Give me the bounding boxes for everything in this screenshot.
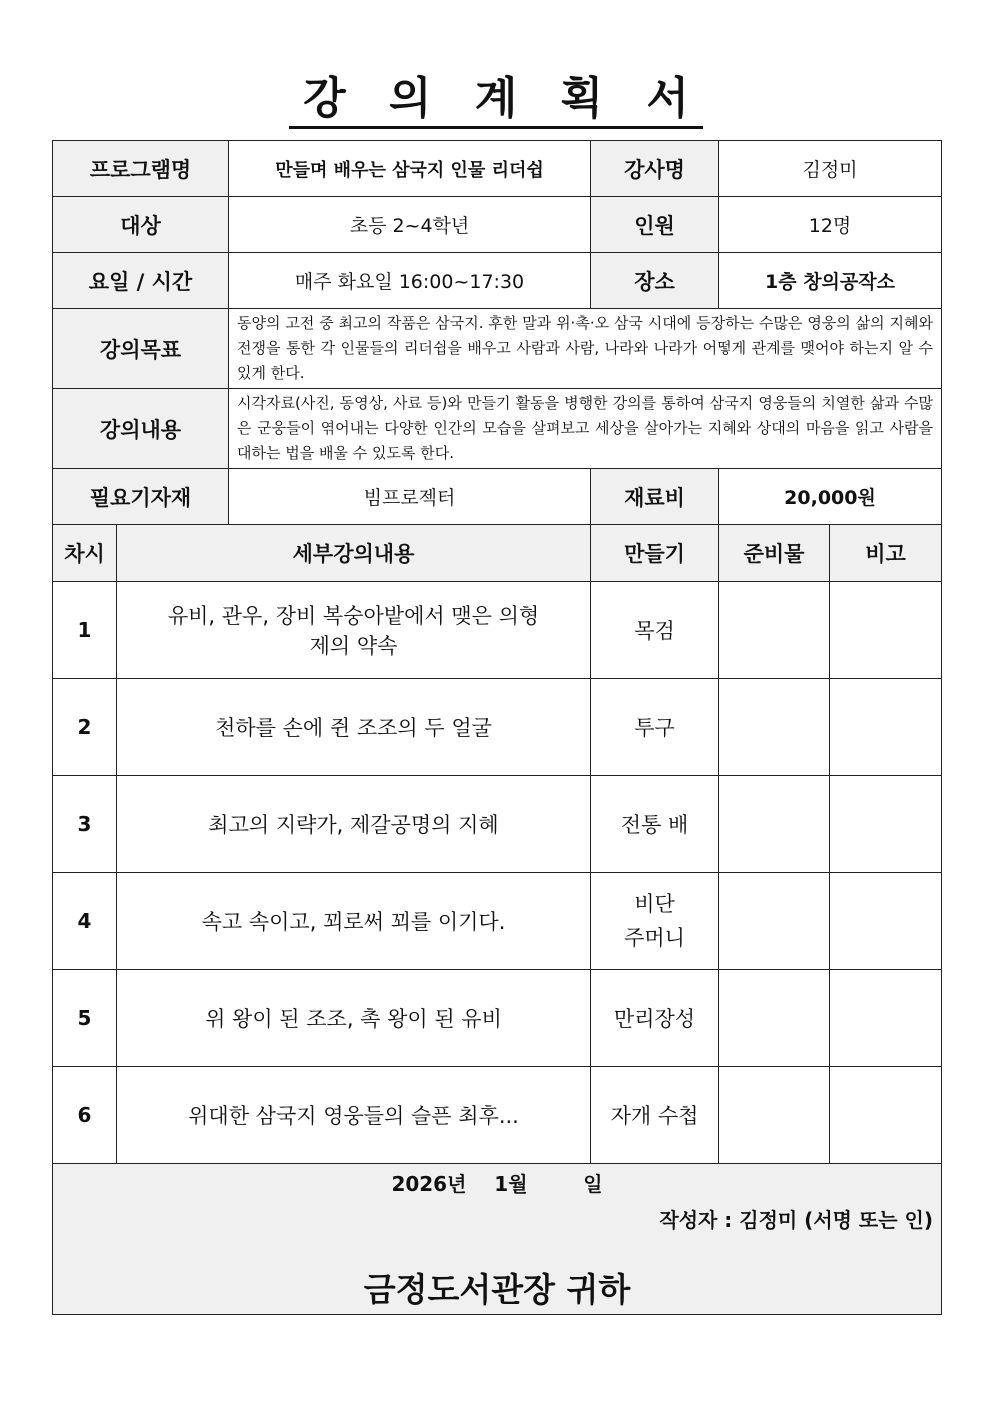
session-num: 5 — [53, 970, 117, 1067]
session-craft: 전통 배 — [591, 776, 719, 873]
session-detail-header: 세부강의내용 — [117, 525, 591, 582]
session-row — [53, 873, 942, 970]
goal-label: 강의목표 — [53, 309, 229, 389]
fee-label: 재료비 — [591, 469, 719, 525]
session-row — [53, 679, 942, 776]
session-note — [830, 873, 942, 970]
session-prep — [719, 679, 830, 776]
fee-value: 20,000원 — [719, 469, 942, 525]
session-note-header: 비고 — [830, 525, 942, 582]
equipment-label: 필요기자재 — [53, 469, 229, 525]
content-label: 강의내용 — [53, 389, 229, 469]
session-prep — [719, 873, 830, 970]
session-detail: 위 왕이 된 조조, 촉 왕이 된 유비 — [117, 970, 591, 1067]
session-craft-header: 만들기 — [591, 525, 719, 582]
session-detail: 속고 속이고, 꾀로써 꾀를 이기다. — [117, 873, 591, 970]
lecture-plan-table — [52, 140, 942, 1315]
session-detail: 천하를 손에 쥔 조조의 두 얼굴 — [117, 679, 591, 776]
session-num: 6 — [53, 1067, 117, 1164]
session-craft: 투구 — [591, 679, 719, 776]
instructor-label: 강사명 — [591, 141, 719, 197]
writer-line: 작성자 : 김정미 (서명 또는 인) — [659, 1208, 933, 1232]
target-label: 대상 — [53, 197, 229, 253]
session-note — [830, 776, 942, 873]
signature-block — [53, 1164, 942, 1315]
session-craft: 만리장성 — [591, 970, 719, 1067]
session-num: 2 — [53, 679, 117, 776]
session-craft: 비단 주머니 — [591, 873, 719, 970]
session-num: 3 — [53, 776, 117, 873]
session-num: 1 — [53, 582, 117, 679]
session-craft: 자개 수첩 — [591, 1067, 719, 1164]
place-value: 1층 창의공작소 — [719, 253, 942, 309]
session-detail: 유비, 관우, 장비 복숭아밭에서 맺은 의형제의 약속 — [117, 582, 591, 679]
session-num-header: 차시 — [53, 525, 117, 582]
session-detail: 위대한 삼국지 영웅들의 슬픈 최후... — [117, 1067, 591, 1164]
session-prep — [719, 970, 830, 1067]
session-prep — [719, 582, 830, 679]
session-row — [53, 582, 942, 679]
schedule-value: 매주 화요일 16:00~17:30 — [229, 253, 591, 309]
session-note — [830, 582, 942, 679]
session-row — [53, 1067, 942, 1164]
schedule-label: 요일 / 시간 — [53, 253, 229, 309]
content-value: 시각자료(사진, 동영상, 사료 등)와 만들기 활동을 병행한 강의를 통하여 삼국지 영웅들의 치열한 삶과 수많은 군웅들이 엮어내는 다양한 인간의 모습을 살펴보고 세상을 살아가는 지혜와 상대의 마음을 읽고 사람을 대하는 법을 배울 수 있도록 한다. — [229, 389, 942, 469]
session-prep — [719, 1067, 830, 1164]
headcount-value: 12명 — [719, 197, 942, 253]
session-row — [53, 776, 942, 873]
session-num: 4 — [53, 873, 117, 970]
session-row — [53, 970, 942, 1067]
session-note — [830, 1067, 942, 1164]
target-value: 초등 2~4학년 — [229, 197, 591, 253]
equipment-value: 빔프로젝터 — [229, 469, 591, 525]
document-title: 강 의 계 획 서 — [0, 62, 992, 126]
program-label: 프로그램명 — [53, 141, 229, 197]
instructor-value: 김정미 — [719, 141, 942, 197]
session-prep-header: 준비물 — [719, 525, 830, 582]
session-note — [830, 679, 942, 776]
program-value: 만들며 배우는 삼국지 인물 리더쉽 — [229, 141, 591, 197]
place-label: 장소 — [591, 253, 719, 309]
document-date: 2026년 1월 일 — [391, 1172, 603, 1196]
recipient-line: 금정도서관장 귀하 — [363, 1270, 631, 1309]
session-craft: 목검 — [591, 582, 719, 679]
session-prep — [719, 776, 830, 873]
session-detail: 최고의 지략가, 제갈공명의 지혜 — [117, 776, 591, 873]
headcount-label: 인원 — [591, 197, 719, 253]
goal-value: 동양의 고전 중 최고의 작품은 삼국지. 후한 말과 위·촉·오 삼국 시대에 등장하는 수많은 영웅의 삶의 지혜와 전쟁을 통한 각 인물들의 리더쉽을 배우고 사람과 사람, 나라와 나라가 어떻게 관계를 맺어야 하는지 알 수 있게 한다. — [229, 309, 942, 389]
session-note — [830, 970, 942, 1067]
